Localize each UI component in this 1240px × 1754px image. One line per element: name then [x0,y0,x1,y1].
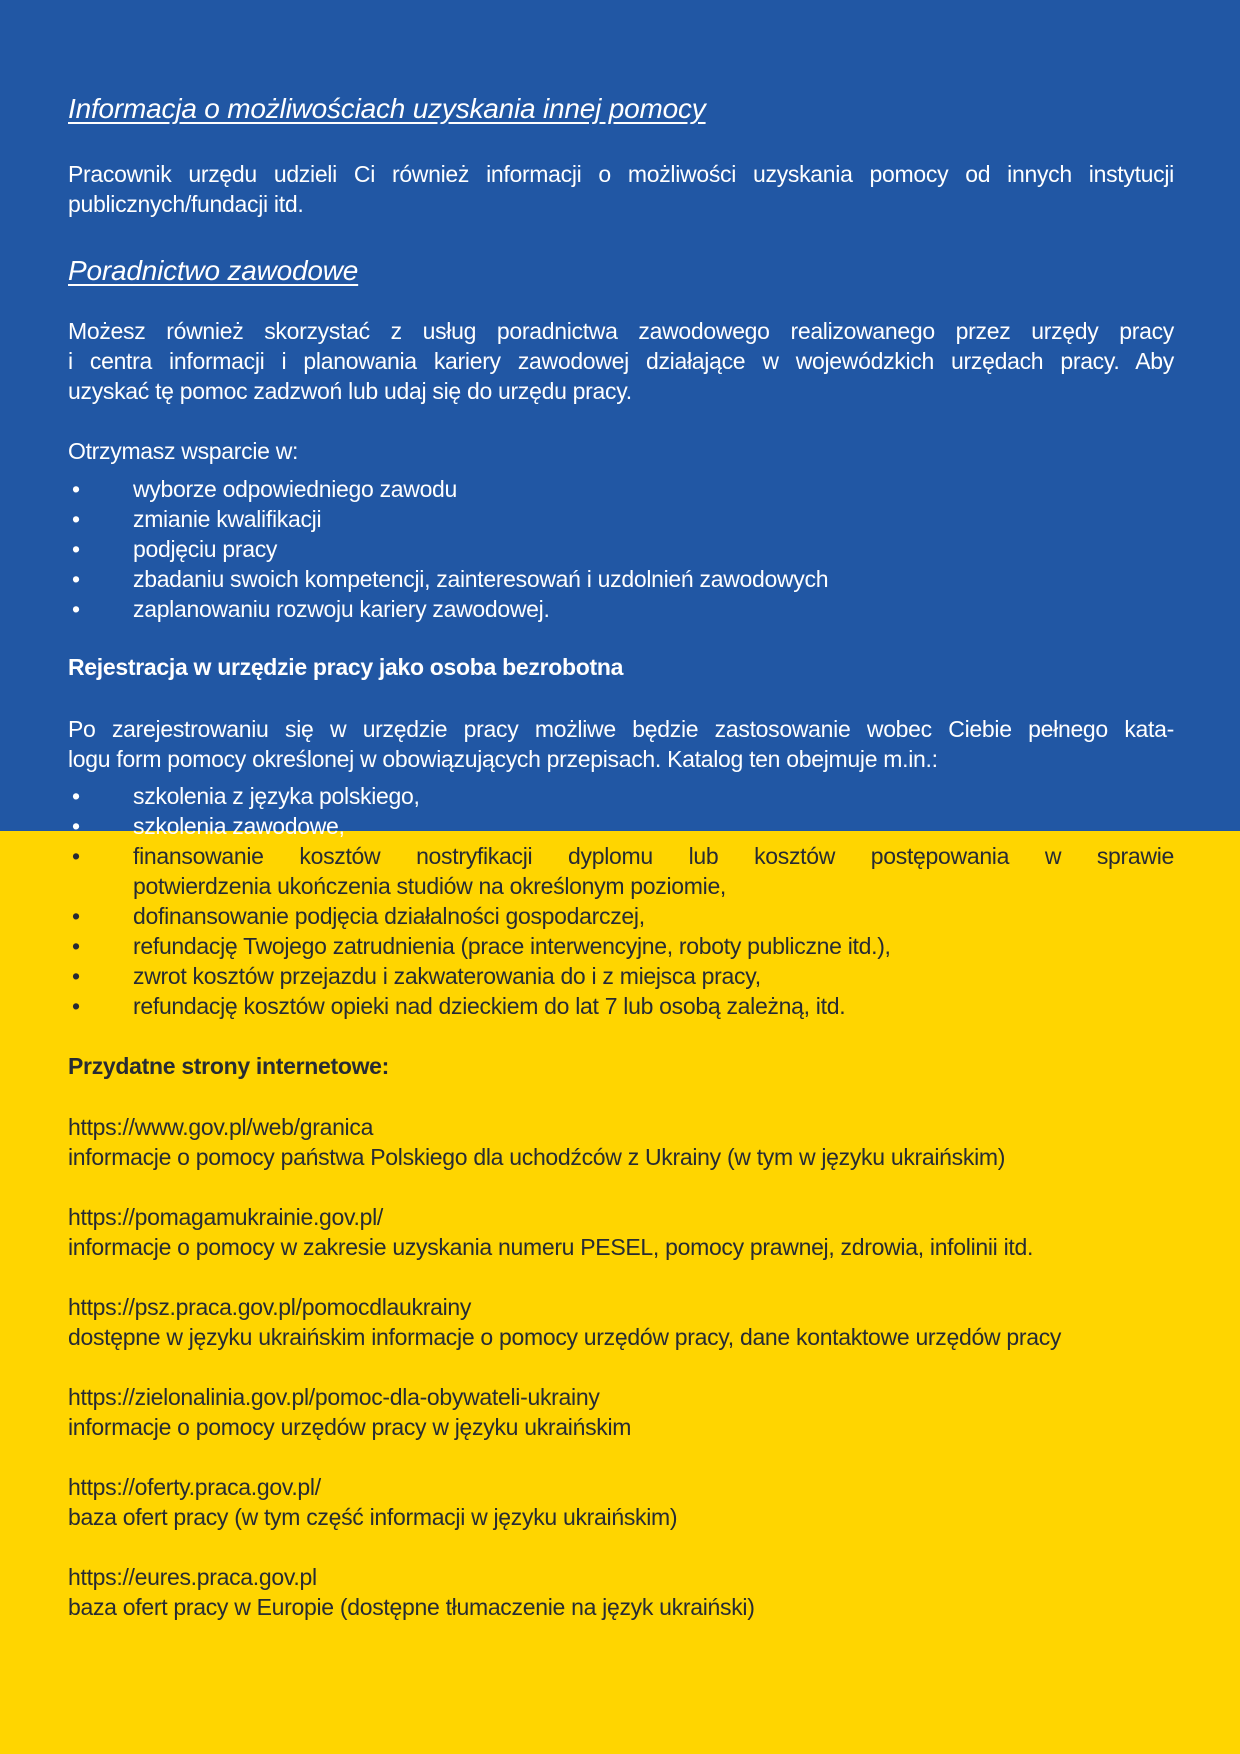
item-text: zwrot kosztów przejazdu i zakwaterowania do i z miejsca pracy, [133,963,761,989]
link-url[interactable]: https://oferty.praca.gov.pl/ [68,1474,321,1500]
item-text: szkolenia zawodowe, [133,813,345,839]
support-intro: Otrzymasz wsparcie w: [68,438,299,464]
list-item [68,931,1174,961]
text-line: Pracownik urzędu udzieli Ci również informacji o możliwości uzyskania pomocy od innych instytucji [68,161,1174,187]
assistance-catalog-list [68,781,1174,1021]
list-item [68,811,1174,841]
link-group [68,1112,1174,1172]
bullet-icon: • [72,813,80,839]
list-item [68,504,1174,534]
item-text: wyborze odpowiedniego zawodu [133,476,458,502]
link-group [68,1562,1174,1622]
bullet-icon: • [72,536,80,562]
support-list [68,474,1174,624]
link-description: informacje o pomocy urzędów pracy w języku ukraińskim [68,1414,632,1440]
bullet-icon: • [72,933,80,959]
bullet-icon: • [72,596,80,622]
link-url[interactable]: https://eures.praca.gov.pl [68,1564,317,1590]
bullet-icon: • [72,476,80,502]
link-group [68,1472,1174,1532]
paragraph-other-help [68,159,1174,219]
section-heading-other-help: Informacja o możliwościach uzyskania innej pomocy [68,93,706,124]
bullet-icon: • [72,993,80,1019]
item-text: podjęciu pracy [133,536,278,562]
link-group [68,1202,1174,1262]
link-url[interactable]: https://zielonalinia.gov.pl/pomoc-dla-obywateli-ukrainy [68,1384,600,1410]
list-item [68,781,1174,811]
section-heading-career-counseling: Poradnictwo zawodowe [68,255,359,286]
list-item [68,474,1174,504]
text-line: publicznych/fundacji itd. [68,191,304,217]
item-text: szkolenia z języka polskiego, [133,783,420,809]
section-heading-unemployed-registration: Rejestracja w urzędzie pracy jako osoba bezrobotna [68,654,624,680]
section-heading-useful-websites: Przydatne strony internetowe: [68,1053,390,1079]
bullet-icon: • [72,566,80,592]
item-text: zmianie kwalifikacji [133,506,322,532]
link-group [68,1382,1174,1442]
link-url[interactable]: https://pomagamukrainie.gov.pl/ [68,1204,384,1230]
link-description: baza ofert pracy (w tym część informacji w języku ukraińskim) [68,1504,678,1530]
list-item [68,534,1174,564]
bullet-icon: • [72,783,80,809]
link-url[interactable]: https://www.gov.pl/web/granica [68,1114,374,1140]
paragraph-registration [68,714,1174,774]
link-description: informacje o pomocy w zakresie uzyskania numeru PESEL, pomocy prawnej, zdrowia, infolinii itd. [68,1234,1034,1260]
bullet-icon: • [72,903,80,929]
item-text: refundację Twojego zatrudnienia (prace interwencyjne, roboty publiczne itd.), [133,933,891,959]
list-item [68,901,1174,931]
text-line: Możesz również skorzystać z usług poradnictwa zawodowego realizowanego przez urzędy pracy [68,318,1174,344]
text-line: Po zarejestrowaniu się w urzędzie pracy możliwe będzie zastosowanie wobec Ciebie pełnego kata- [68,716,1174,742]
text-line: i centra informacji i planowania kariery zawodowej działające w wojewódzkich urzędach pracy. Aby [68,348,1174,374]
list-item [68,961,1174,991]
bullet-icon: • [72,843,80,869]
bullet-icon: • [72,506,80,532]
link-description: baza ofert pracy w Europie (dostępne tłumaczenie na język ukraiński) [68,1594,755,1620]
list-item [68,564,1174,594]
link-group [68,1292,1174,1352]
link-url[interactable]: https://psz.praca.gov.pl/pomocdlaukrainy [68,1294,472,1320]
item-text: zbadaniu swoich kompetencji, zainteresowań i uzdolnień zawodowych [133,566,829,592]
item-text: refundację kosztów opieki nad dzieckiem do lat 7 lub osobą zależną, itd. [133,993,846,1019]
item-text: potwierdzenia ukończenia studiów na określonym poziomie, [133,873,727,899]
link-description: dostępne w języku ukraińskim informacje o pomocy urzędów pracy, dane kontaktowe urzędów pracy [68,1324,1062,1350]
links-list [68,1112,1174,1622]
link-description: informacje o pomocy państwa Polskiego dla uchodźców z Ukrainy (w tym w języku ukraińskim) [68,1144,1006,1170]
list-item [68,594,1174,624]
list-item [68,991,1174,1021]
item-text: finansowanie kosztów nostryfikacji dyplomu lub kosztów postępowania w sprawie [133,843,1174,869]
paragraph-career-counseling [68,316,1174,406]
text-line: uzyskać tę pomoc zadzwoń lub udaj się do urzędu pracy. [68,378,632,404]
text-line: logu form pomocy określonej w obowiązujących przepisach. Katalog ten obejmuje m.in.: [68,746,938,772]
item-text: dofinansowanie podjęcia działalności gospodarczej, [133,903,645,929]
list-item [68,841,1174,901]
item-text: zaplanowaniu rozwoju kariery zawodowej. [133,596,550,622]
bullet-icon: • [72,963,80,989]
